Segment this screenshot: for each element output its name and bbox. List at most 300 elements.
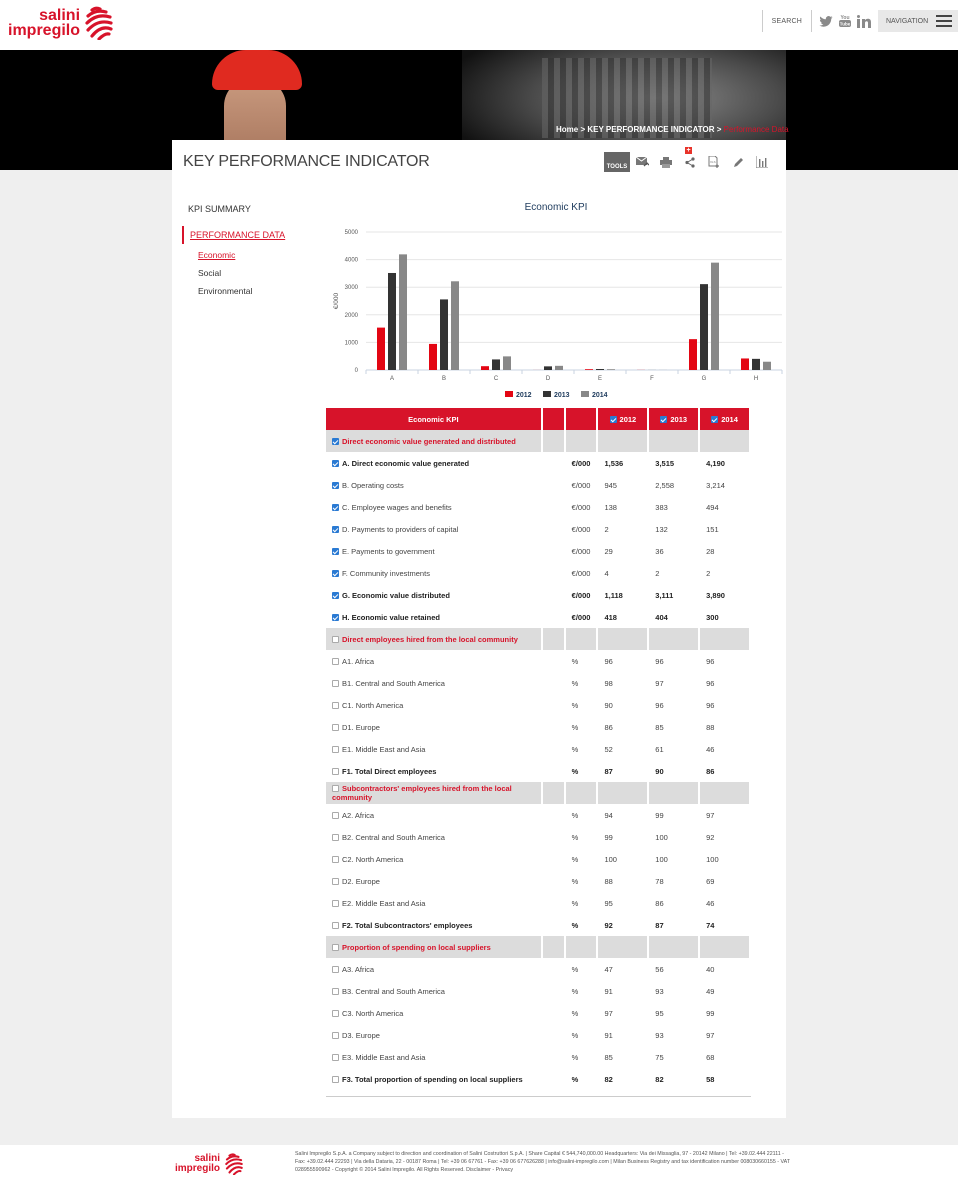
share-button[interactable] xyxy=(678,147,702,172)
svg-text:You: You xyxy=(840,15,850,21)
value-2014: 96 xyxy=(706,678,715,688)
checkbox[interactable] xyxy=(332,548,339,555)
kpi-label-cell[interactable] xyxy=(326,650,541,672)
unit-cell: % xyxy=(571,766,579,776)
chart-button[interactable] xyxy=(750,152,774,172)
kpi-label-cell[interactable] xyxy=(326,672,541,694)
group-title-cell[interactable] xyxy=(326,628,541,650)
header-actions xyxy=(762,10,958,32)
empty-cell xyxy=(543,1002,564,1024)
kpi-label-cell[interactable] xyxy=(326,892,541,914)
empty-cell xyxy=(566,628,597,650)
group-header-row xyxy=(326,936,749,958)
kpi-label: F2. Total Subcontractors' employees xyxy=(342,920,473,930)
bar-2014-A[interactable] xyxy=(399,254,407,370)
checkbox[interactable] xyxy=(332,614,339,621)
kpi-label: D2. Europe xyxy=(342,876,380,886)
kpi-label: A1. Africa xyxy=(342,656,375,666)
unit-cell: % xyxy=(571,854,579,864)
breadcrumb-home[interactable]: Home xyxy=(556,125,579,134)
value-2014: 3,214 xyxy=(706,480,725,490)
column-header-2013[interactable]: 2013 xyxy=(649,408,698,430)
kpi-label: E2. Middle East and Asia xyxy=(342,898,426,908)
empty-cell xyxy=(543,606,564,628)
breadcrumb-kpi[interactable]: KEY PERFORMANCE INDICATOR xyxy=(587,125,715,134)
hamburger-icon xyxy=(936,15,952,27)
logo-mark-icon xyxy=(84,6,114,40)
value-2014: 86 xyxy=(706,766,715,776)
kpi-label-cell[interactable] xyxy=(326,716,541,738)
legend-swatch-2014[interactable] xyxy=(581,391,589,397)
value-2014: 88 xyxy=(706,722,715,732)
logo-mark-icon xyxy=(224,1153,244,1175)
value-2012: 85 xyxy=(604,1052,613,1062)
checkbox[interactable] xyxy=(660,416,667,423)
value-2013: 86 xyxy=(655,898,664,908)
kpi-label: B2. Central and South America xyxy=(342,832,445,842)
share-icon xyxy=(685,157,695,168)
table-row xyxy=(326,606,749,628)
unit-cell: % xyxy=(571,1008,579,1018)
value-2012: 1,118 xyxy=(604,590,623,600)
empty-cell xyxy=(649,936,698,958)
bar-2012-H[interactable] xyxy=(741,358,749,370)
value-2014: 46 xyxy=(706,744,715,754)
value-2014: 74 xyxy=(706,920,715,930)
kpi-label: B. Operating costs xyxy=(342,480,404,490)
table-row xyxy=(326,958,749,980)
value-2013: 2 xyxy=(655,568,660,578)
empty-cell xyxy=(543,1068,564,1090)
bar-2014-G[interactable] xyxy=(711,263,719,370)
checkbox[interactable] xyxy=(332,438,339,445)
kpi-label-cell[interactable] xyxy=(326,694,541,716)
excel-export-icon xyxy=(708,156,720,168)
breadcrumb-separator: > xyxy=(716,125,722,134)
column-header-2014[interactable]: 2014 xyxy=(700,408,749,430)
empty-cell xyxy=(543,540,564,562)
value-2013: 3,111 xyxy=(655,590,674,600)
value-2013: 96 xyxy=(655,656,664,666)
checkbox[interactable] xyxy=(610,416,617,423)
checkbox[interactable] xyxy=(332,724,339,731)
checkbox[interactable] xyxy=(332,482,339,489)
value-2014: 99 xyxy=(706,1008,715,1018)
value-2014: 69 xyxy=(706,876,715,886)
table-row xyxy=(326,892,749,914)
checkbox[interactable] xyxy=(332,1054,339,1061)
y-tick-label: 3000 xyxy=(344,285,358,292)
checkbox[interactable] xyxy=(332,526,339,533)
value-2013: 2,558 xyxy=(655,480,675,490)
group-title-cell[interactable] xyxy=(326,430,541,452)
table-row xyxy=(326,694,749,716)
kpi-label: F1. Total Direct employees xyxy=(342,766,437,776)
empty-cell xyxy=(543,518,564,540)
disclaimer-link[interactable]: Disclaimer xyxy=(466,1166,491,1173)
checkbox[interactable] xyxy=(332,900,339,907)
kpi-label-cell[interactable] xyxy=(326,958,541,980)
bar-2012-C[interactable] xyxy=(481,366,489,370)
kpi-label: A3. Africa xyxy=(342,964,375,974)
group-title-cell[interactable] xyxy=(326,782,541,804)
kpi-label-cell[interactable] xyxy=(326,496,541,518)
kpi-label-cell[interactable] xyxy=(326,474,541,496)
table-row xyxy=(326,474,749,496)
kpi-table-body xyxy=(326,430,749,1090)
kpi-label: A2. Africa xyxy=(342,810,375,820)
twitter-icon[interactable] xyxy=(819,16,833,27)
empty-cell xyxy=(598,628,647,650)
empty-cell xyxy=(649,628,698,650)
checkbox[interactable] xyxy=(332,768,339,775)
checkbox[interactable] xyxy=(332,856,339,863)
value-2013: 82 xyxy=(655,1074,664,1084)
value-2013: 99 xyxy=(655,810,664,820)
bar-2013-B[interactable] xyxy=(440,299,448,370)
kpi-label: D. Payments to providers of capital xyxy=(342,524,459,534)
checkbox[interactable] xyxy=(332,636,339,643)
print-button[interactable] xyxy=(654,152,678,172)
checkbox[interactable] xyxy=(332,570,339,577)
breadcrumb-separator: > xyxy=(580,125,586,134)
checkbox[interactable] xyxy=(332,812,339,819)
kpi-sidebar xyxy=(182,204,312,298)
legend-label-2013[interactable]: 2013 xyxy=(554,392,570,399)
empty-cell xyxy=(543,716,564,738)
footer-logo-line-1: salini xyxy=(194,1153,221,1164)
x-tick-label: C xyxy=(493,376,499,382)
group-title-cell[interactable] xyxy=(326,936,541,958)
kpi-label-cell[interactable] xyxy=(326,826,541,848)
kpi-label: H. Economic value retained xyxy=(342,612,440,622)
kpi-label-cell[interactable] xyxy=(326,804,541,826)
empty-cell xyxy=(543,430,564,452)
checkbox[interactable] xyxy=(332,922,339,929)
group-title: Direct economic value generated and distributed xyxy=(342,436,516,446)
edit-icon xyxy=(733,157,744,168)
bar-2014-E[interactable] xyxy=(607,369,615,370)
kpi-label-cell[interactable] xyxy=(326,1068,541,1090)
navigation-button[interactable] xyxy=(878,10,958,32)
bar-2012-B[interactable] xyxy=(429,344,437,370)
navigation-label: NAVIGATION xyxy=(886,17,929,25)
table-row xyxy=(326,562,749,584)
value-2012: 92 xyxy=(604,920,613,930)
checkbox[interactable] xyxy=(332,1010,339,1017)
y-tick-label: 2000 xyxy=(344,312,358,319)
value-2012: 1,536 xyxy=(604,458,624,468)
empty-cell xyxy=(543,1046,564,1068)
value-2014: 28 xyxy=(706,546,715,556)
bar-2014-H[interactable] xyxy=(763,362,771,370)
value-2014: 49 xyxy=(706,986,715,996)
value-2014: 96 xyxy=(706,700,715,710)
kpi-label-cell[interactable] xyxy=(326,914,541,936)
unit-cell: % xyxy=(571,832,579,842)
y-tick-label: 1000 xyxy=(344,340,358,347)
group-title: Subcontractors' employees hired from the local community xyxy=(332,784,512,802)
checkbox[interactable] xyxy=(332,592,339,599)
top-bar xyxy=(0,0,958,50)
checkbox[interactable] xyxy=(332,988,339,995)
checkbox[interactable] xyxy=(332,1032,339,1039)
excel-export-button[interactable] xyxy=(702,152,726,172)
empty-cell xyxy=(543,804,564,826)
company-info: Salini Impregilo S.p.A. a Company subject to direction and coordination of Salini Costruttori S.p.A. | Share Capital € 544,740,000.00 Headquarters: Via dei Missaglia, 97 - 20142 Milano | Tel: +39.02.444 22111 - Fax: +39.02.444 22293 | Via della Dataria, 22 - 00187 Roma | Tel: +39 06 67761 - Fax: +39 06 677626288 | info@salini-impregilo.com | Milan Business Registry and tax identification number 008030660155 - VAT 028955590962 - Copyright © 2014 Salini Impregilo. All Rights Reserved. xyxy=(295,1151,790,1173)
empty-cell xyxy=(566,782,597,804)
value-2012: 98 xyxy=(604,678,613,688)
empty-cell xyxy=(543,892,564,914)
edit-button[interactable] xyxy=(726,152,750,172)
linkedin-icon[interactable] xyxy=(857,15,871,28)
table-row xyxy=(326,672,749,694)
kpi-label: E. Payments to government xyxy=(342,546,435,556)
footer-legal-text: Salini Impregilo S.p.A. a Company subject to direction and coordination of Salini Costruttori S.p.A. | Share Capital € 544,740,000.00 Headquarters: Via dei Missaglia, 97 - 20142 Milano | Tel: +39.02.444 22111 - Fax: +39.02.444 22293 | Via della Dataria, 22 - 00187 Roma | Tel: +39 06 67761 - Fax: +39 06 677626288 | info@salini-impregilo.com | Milan Business Registry and tax identification number 008030660155 - VAT 028955590962 - Copyright © 2014 Salini Impregilo. All Rights Reserved. Disclaimer - Privacy xyxy=(295,1151,790,1173)
table-row xyxy=(326,1024,749,1046)
email-button[interactable] xyxy=(630,152,654,172)
value-2014: 97 xyxy=(706,810,715,820)
table-row xyxy=(326,716,749,738)
kpi-label-cell[interactable] xyxy=(326,540,541,562)
kpi-summary-link[interactable]: KPI SUMMARY xyxy=(188,204,251,214)
kpi-label-cell[interactable] xyxy=(326,848,541,870)
checkbox[interactable] xyxy=(332,504,339,511)
value-2014: 300 xyxy=(706,612,719,622)
bar-2013-C[interactable] xyxy=(492,359,500,370)
unit-cell: % xyxy=(571,920,579,930)
value-2013: 36 xyxy=(655,546,664,556)
x-tick-label: F xyxy=(650,376,654,382)
value-2012: 47 xyxy=(604,964,613,974)
value-2012: 91 xyxy=(604,986,613,996)
x-tick-label: H xyxy=(753,376,759,382)
bar-2013-A[interactable] xyxy=(388,273,396,370)
empty-cell xyxy=(543,958,564,980)
economic-kpi-chart xyxy=(326,198,786,408)
kpi-table-container xyxy=(326,408,751,1097)
x-tick-label: E xyxy=(597,376,603,382)
value-2014: 96 xyxy=(706,656,715,666)
bar-2014-C[interactable] xyxy=(503,356,511,370)
kpi-label-cell[interactable] xyxy=(326,1046,541,1068)
empty-cell xyxy=(543,738,564,760)
table-row xyxy=(326,452,749,474)
value-2013: 78 xyxy=(655,876,664,886)
kpi-label-cell[interactable] xyxy=(326,584,541,606)
empty-cell xyxy=(543,562,564,584)
value-2014: 92 xyxy=(706,832,715,842)
checkbox[interactable] xyxy=(332,785,339,792)
checkbox[interactable] xyxy=(332,746,339,753)
sidebar-item-economic[interactable]: Economic xyxy=(198,250,236,260)
sidebar-item-social[interactable]: Social xyxy=(198,268,222,278)
value-2014: 494 xyxy=(706,502,719,512)
table-row xyxy=(326,870,749,892)
bar-chart-icon xyxy=(756,156,768,168)
kpi-label-cell[interactable] xyxy=(326,1024,541,1046)
value-2013: 75 xyxy=(655,1052,664,1062)
bar-2012-G[interactable] xyxy=(689,339,697,370)
performance-data-link[interactable]: PERFORMANCE DATA xyxy=(182,226,312,244)
kpi-label-cell[interactable] xyxy=(326,870,541,892)
checkbox[interactable] xyxy=(332,944,339,951)
tools-button[interactable]: TOOLS xyxy=(604,152,630,172)
value-2013: 85 xyxy=(655,722,664,732)
empty-cell xyxy=(543,452,564,474)
kpi-label-cell[interactable] xyxy=(326,760,541,782)
kpi-label-cell[interactable] xyxy=(326,606,541,628)
value-2013: 90 xyxy=(655,766,664,776)
table-row xyxy=(326,804,749,826)
value-2013: 93 xyxy=(655,986,664,996)
kpi-label-cell[interactable] xyxy=(326,1002,541,1024)
bar-2012-E[interactable] xyxy=(585,369,593,370)
value-2013: 100 xyxy=(655,832,668,842)
kpi-label-cell[interactable] xyxy=(326,518,541,540)
logo-line-2: impregilo xyxy=(8,22,81,39)
unit-cell: % xyxy=(571,964,579,974)
table-row xyxy=(326,760,749,782)
unit-cell: % xyxy=(571,1074,579,1084)
bar-2012-A[interactable] xyxy=(377,328,385,370)
unit-cell: €/000 xyxy=(571,502,591,512)
checkbox[interactable] xyxy=(332,1076,339,1083)
checkbox[interactable] xyxy=(332,680,339,687)
legend-swatch-2013[interactable] xyxy=(543,391,551,397)
value-2014: 97 xyxy=(706,1030,715,1040)
x-tick-label: G xyxy=(701,376,707,382)
footer-logo-line-2: impregilo xyxy=(175,1163,221,1174)
table-row xyxy=(326,518,749,540)
social-links xyxy=(812,14,878,28)
value-2012: 96 xyxy=(604,656,613,666)
kpi-label: C2. North America xyxy=(342,854,404,864)
y-axis-label: €/000 xyxy=(333,292,340,310)
chart-title: Economic KPI xyxy=(524,202,588,213)
bar-2014-D[interactable] xyxy=(555,366,563,370)
table-row xyxy=(326,650,749,672)
kpi-label-cell[interactable] xyxy=(326,738,541,760)
value-2012: 418 xyxy=(604,612,617,622)
checkbox[interactable] xyxy=(332,702,339,709)
legend-swatch-2012[interactable] xyxy=(505,391,513,397)
unit-cell: % xyxy=(571,656,579,666)
salini-impregilo-logo[interactable] xyxy=(8,6,114,40)
legend-label-2012[interactable]: 2012 xyxy=(516,392,532,399)
kpi-label-cell[interactable] xyxy=(326,980,541,1002)
value-2013: 56 xyxy=(655,964,664,974)
unit-cell: % xyxy=(571,1030,579,1040)
table-row xyxy=(326,1068,749,1090)
breadcrumb-current: Performance Data xyxy=(723,125,789,134)
value-2013: 404 xyxy=(655,612,668,622)
checkbox[interactable] xyxy=(332,460,339,467)
unit-cell: % xyxy=(571,722,579,732)
value-2013: 100 xyxy=(655,854,668,864)
value-2012: 138 xyxy=(604,502,617,512)
bar-2014-B[interactable] xyxy=(451,281,459,370)
kpi-label-cell[interactable] xyxy=(326,562,541,584)
value-2012: 95 xyxy=(604,898,613,908)
kpi-label: F. Community investments xyxy=(342,568,430,578)
empty-cell xyxy=(543,980,564,1002)
empty-cell xyxy=(649,430,698,452)
value-2014: 40 xyxy=(706,964,715,974)
empty-cell xyxy=(700,430,749,452)
empty-cell xyxy=(649,782,698,804)
bar-2013-H[interactable] xyxy=(752,359,760,370)
empty-cell xyxy=(598,430,647,452)
legend-label-2014[interactable]: 2014 xyxy=(592,392,608,399)
unit-cell: €/000 xyxy=(571,612,591,622)
value-2012: 94 xyxy=(604,810,613,820)
unit-cell: % xyxy=(571,678,579,688)
kpi-label: E1. Middle East and Asia xyxy=(342,744,426,754)
value-2014: 2 xyxy=(706,568,711,578)
empty-cell xyxy=(543,694,564,716)
youtube-icon[interactable] xyxy=(838,14,852,28)
value-2013: 61 xyxy=(655,744,664,754)
column-header-2012[interactable]: 2012 xyxy=(598,408,647,430)
svg-text:XLS: XLS xyxy=(710,160,716,164)
value-2014: 46 xyxy=(706,898,715,908)
checkbox[interactable] xyxy=(332,658,339,665)
value-2012: 87 xyxy=(604,766,613,776)
checkbox[interactable] xyxy=(711,416,718,423)
kpi-label-cell[interactable] xyxy=(326,452,541,474)
value-2014: 3,890 xyxy=(706,590,725,600)
unit-cell: % xyxy=(571,876,579,886)
print-icon xyxy=(660,157,672,168)
table-row xyxy=(326,980,749,1002)
table-row xyxy=(326,496,749,518)
unit-cell: €/000 xyxy=(571,590,591,600)
empty-cell xyxy=(566,936,597,958)
empty-cell xyxy=(543,914,564,936)
empty-cell xyxy=(543,628,564,650)
bar-chart xyxy=(326,198,786,408)
footer-logo[interactable] xyxy=(175,1153,244,1175)
checkbox[interactable] xyxy=(332,878,339,885)
empty-cell xyxy=(543,672,564,694)
bar-2013-D[interactable] xyxy=(544,366,552,370)
empty-cell xyxy=(700,782,749,804)
privacy-link[interactable]: Privacy xyxy=(495,1166,513,1173)
sidebar-item-environmental[interactable]: Environmental xyxy=(198,286,253,296)
kpi-label: G. Economic value distributed xyxy=(342,590,450,600)
bar-2013-E[interactable] xyxy=(596,369,604,370)
kpi-label: C. Employee wages and benefits xyxy=(342,502,452,512)
value-2012: 99 xyxy=(604,832,613,842)
search-link[interactable]: SEARCH xyxy=(771,17,802,25)
checkbox[interactable] xyxy=(332,966,339,973)
main-content xyxy=(172,140,786,1118)
table-row xyxy=(326,1002,749,1024)
value-2013: 95 xyxy=(655,1008,664,1018)
kpi-table xyxy=(324,408,751,1090)
table-row xyxy=(326,914,749,936)
unit-cell: % xyxy=(571,898,579,908)
group-header-row xyxy=(326,430,749,452)
checkbox[interactable] xyxy=(332,834,339,841)
empty-cell xyxy=(543,650,564,672)
value-2012: 82 xyxy=(604,1074,613,1084)
empty-cell xyxy=(543,584,564,606)
kpi-label: B1. Central and South America xyxy=(342,678,445,688)
bar-2013-G[interactable] xyxy=(700,284,708,370)
x-tick-label: D xyxy=(545,376,551,382)
